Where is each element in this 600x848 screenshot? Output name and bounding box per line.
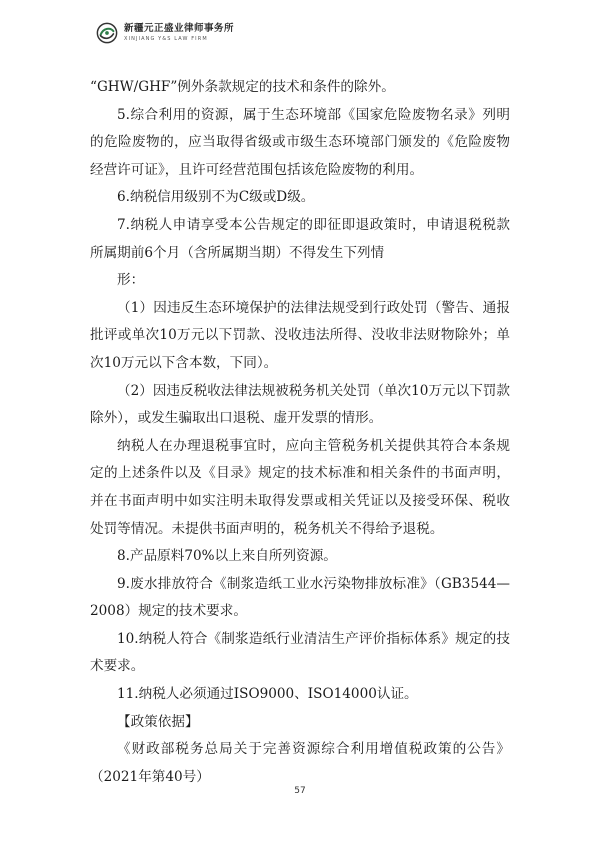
page-number: 57 — [294, 786, 306, 796]
paragraph: 7.纳税人申请享受本公告规定的即征即退政策时，申请退税税款所属期前6个月（含所属期当期）不得发生下列情 — [90, 216, 510, 261]
paragraph: 纳税人在办理退税事宜时，应向主管税务机关提供其符合本条规定的上述条件以及《目录》规定的技术标准和相关条件的书面声明，并在书面声明中如实注明未取得发票或相关凭证以及接受环保、税收处罚等情况。未提供书面声明的，税务机关不得给予退税。 — [90, 437, 510, 537]
paragraph: 【政策依据】 — [117, 713, 199, 730]
firm-name-cn: 新疆元正盛业律师事务所 — [124, 23, 235, 35]
paragraph: 9.废水排放符合《制浆造纸工业水污染物排放标准》（GB3544—2008）规定的技术要求。 — [90, 575, 510, 620]
paragraph: 6.纳税信用级别不为C级或D级。 — [117, 189, 315, 206]
firm-logo-icon — [96, 22, 118, 44]
paragraph: 《财政部税务总局关于完善资源综合利用增值税政策的公告》（2021年第40号） — [90, 741, 510, 785]
paragraph: 11.纳税人必须通过ISO9000、ISO14000认证。 — [117, 686, 418, 703]
document-body — [90, 74, 510, 791]
paragraph: 形： — [117, 272, 145, 289]
paragraph: （1）因违反生态环境保护的法律法规受到行政处罚（警告、通报批评或单次10万元以下罚款、没收违法所得、没收非法财物除外；单次10万元以下含本数，下同）。 — [90, 299, 510, 371]
paragraph: “GHW/GHF”例外条款规定的技术和条件的除外。 — [90, 79, 395, 95]
firm-name — [124, 24, 234, 42]
paragraph: 8.产品原料70%以上来自所列资源。 — [117, 548, 337, 565]
paragraph: 5.综合利用的资源，属于生态环境部《国家危险废物名录》列明的危险废物的，应当取得省级或市级生态环境部门颁发的《危险废物经营许可证》，且许可经营范围包括该危险废物的利用。 — [90, 106, 510, 178]
page-header — [96, 18, 234, 48]
firm-name-en: XINJIANG Y&S LAW FIRM — [124, 35, 208, 42]
paragraph: 10.纳税人符合《制浆造纸行业清洁生产评价指标体系》规定的技术要求。 — [90, 630, 510, 675]
paragraph: （2）因违反税收法律法规被税务机关处罚（单次10万元以下罚款除外），或发生骗取出口退税、虚开发票的情形。 — [90, 382, 510, 427]
